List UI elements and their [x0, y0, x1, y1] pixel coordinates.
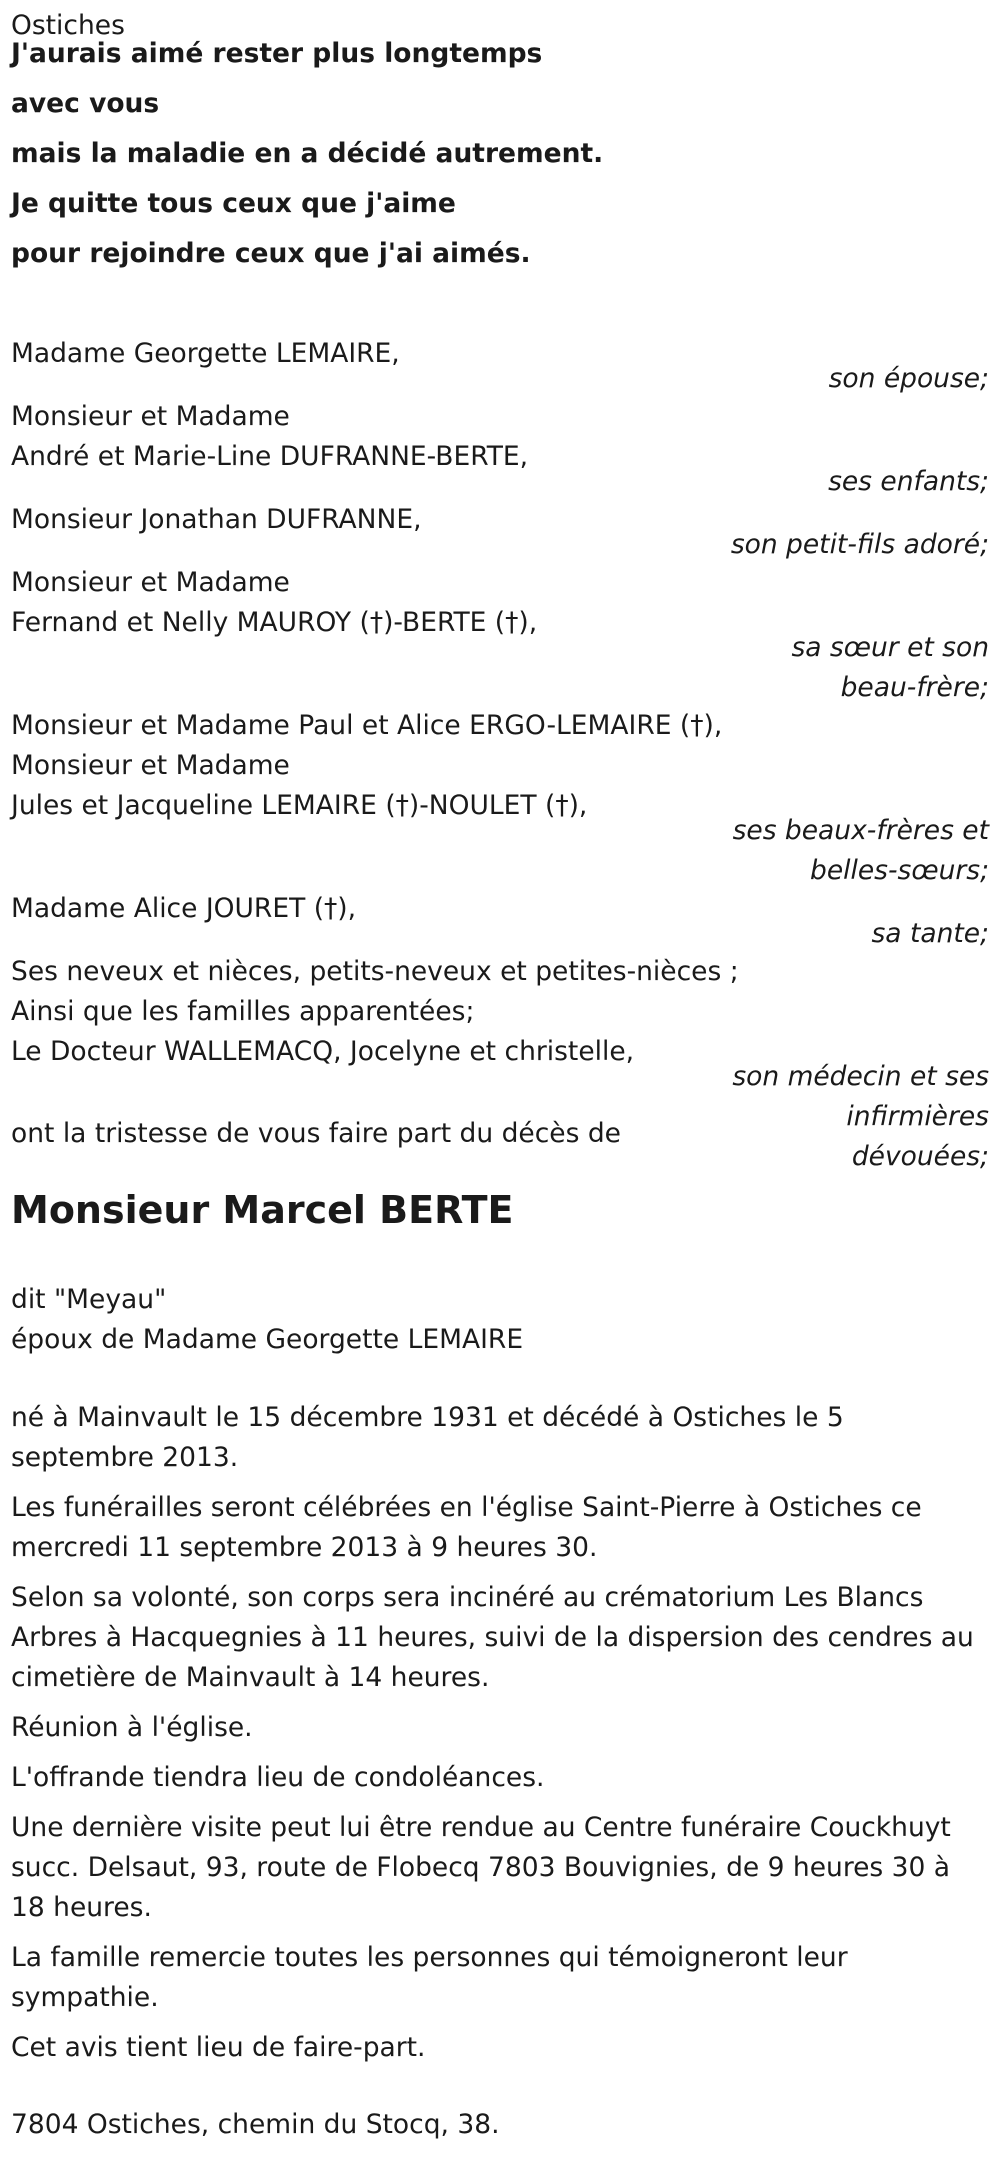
details — [11, 1398, 991, 2068]
inlaws-line-2: Monsieur et Madame — [11, 750, 290, 781]
grandson-name: Monsieur Jonathan DUFRANNE, — [11, 504, 422, 535]
wife-name: Madame Georgette LEMAIRE, — [11, 338, 400, 369]
verse-line: mais la maladie en a décidé autrement. — [11, 138, 604, 169]
aunt-name: Madame Alice JOURET (†), — [11, 893, 357, 924]
announcement-text: ont la tristesse de vous faire part du décès de — [11, 1118, 621, 1149]
detail-paragraph: La famille remercie toutes les personnes qui témoigneront leur sympathie. — [11, 1942, 848, 2013]
inlaws-relation-2: belles-sœurs; — [810, 855, 989, 886]
doctor-relation-1: son médecin et ses — [732, 1061, 989, 1092]
others-line-1: Ses neveux et nièces, petits-neveux et petites-nièces ; — [11, 956, 739, 987]
deceased-nickname: dit "Meyau" — [11, 1284, 167, 1315]
inlaws-line-1: Monsieur et Madame Paul et Alice ERGO-LEMAIRE (†), — [11, 710, 723, 741]
deceased-spouse: époux de Madame Georgette LEMAIRE — [11, 1324, 524, 1355]
sister-relation-2: beau-frère; — [840, 672, 989, 703]
sister-line-1: Monsieur et Madame — [11, 567, 290, 598]
detail-paragraph: Une dernière visite peut lui être rendue au Centre funéraire Couckhuyt succ. Delsaut, 93, route de Flobecq 7803 Bouvignies, de 9 heures 30 à 18 heures. — [11, 1812, 951, 1923]
verse-line: Je quitte tous ceux que j'aime — [11, 188, 456, 219]
children-line-1: Monsieur et Madame — [11, 401, 290, 432]
detail-paragraph: L'offrande tiendra lieu de condoléances. — [11, 1762, 545, 1793]
children-relation: ses enfants; — [828, 466, 989, 497]
inlaws-relation-1: ses beaux-frères et — [732, 815, 989, 846]
detail-paragraph: Les funérailles seront célébrées en l'église Saint-Pierre à Ostiches ce mercredi 11 septembre 2013 à 9 heures 30. — [11, 1492, 922, 1563]
detail-paragraph: Selon sa volonté, son corps sera incinéré au crématorium Les Blancs Arbres à Hacquegnies à 11 heures, suivi de la dispersion des cendres au cimetière de Mainvault à 14 heures. — [11, 1582, 974, 1693]
detail-paragraph: né à Mainvault le 15 décembre 1931 et décédé à Ostiches le 5 septembre 2013. — [11, 1402, 844, 1473]
sister-relation-1: sa sœur et son — [791, 632, 989, 663]
verse-line: avec vous — [11, 88, 160, 119]
doctor-relation-3: dévouées; — [851, 1141, 989, 1172]
others-line-3: Le Docteur WALLEMACQ, Jocelyne et christelle, — [11, 1036, 635, 1067]
grandson-relation: son petit-fils adoré; — [730, 529, 989, 560]
others-line-2: Ainsi que les familles apparentées; — [11, 996, 475, 1027]
children-line-2: André et Marie-Line DUFRANNE-BERTE, — [11, 441, 529, 472]
address: 7804 Ostiches, chemin du Stocq, 38. — [11, 2109, 500, 2140]
doctor-relation-2: infirmières — [846, 1101, 989, 1132]
verse-line: J'aurais aimé rester plus longtemps — [11, 38, 543, 69]
wife-relation: son épouse; — [828, 363, 989, 394]
aunt-relation: sa tante; — [871, 918, 989, 949]
sister-line-2: Fernand et Nelly MAUROY (†)-BERTE (†), — [11, 607, 538, 638]
verse-line: pour rejoindre ceux que j'ai aimés. — [11, 238, 531, 269]
deceased-name: Monsieur Marcel BERTE — [11, 1188, 514, 1232]
detail-paragraph: Réunion à l'église. — [11, 1712, 253, 1743]
place-header: Ostiches — [11, 10, 125, 41]
detail-paragraph: Cet avis tient lieu de faire-part. — [11, 2032, 426, 2063]
inlaws-line-3: Jules et Jacqueline LEMAIRE (†)-NOULET (†), — [11, 790, 588, 821]
